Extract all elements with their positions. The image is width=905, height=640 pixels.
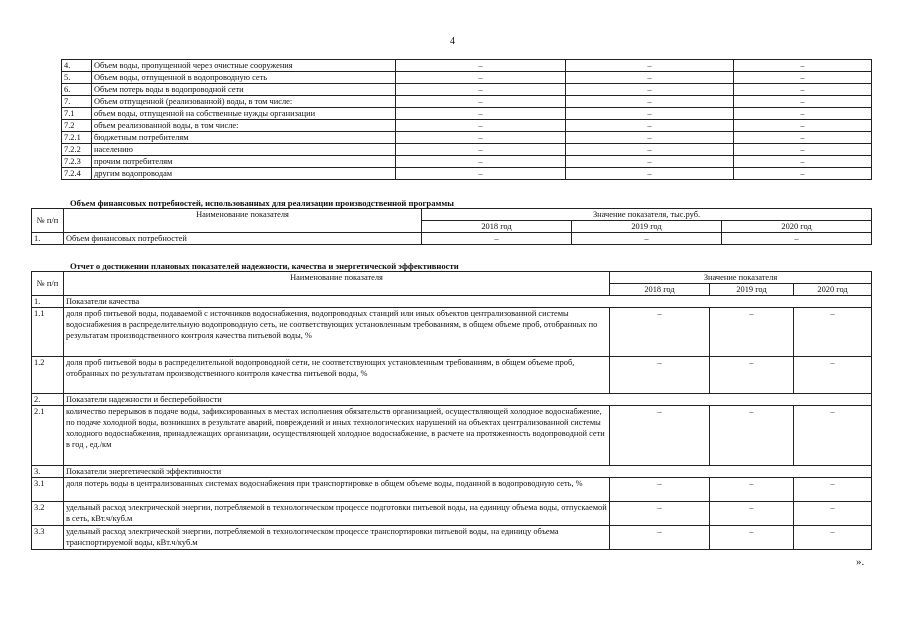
row-name: доля проб питьевой воды, подаваемой с источников водоснабжения, водопроводных станций или иных объектов централизованной системы водоснабжения в распределительную водопроводную сеть, не соответствующих установленным требованиям, в общем объеме проб, отобранных по результатам производственного контроля качества питьевой воды, % — [64, 308, 610, 357]
page-number: 4 — [450, 36, 455, 47]
value-2019: – — [710, 502, 794, 526]
value-2019: – — [566, 96, 734, 108]
value-2018: – — [396, 84, 566, 96]
value-2019: – — [566, 156, 734, 168]
value-2019: – — [566, 84, 734, 96]
table-row — [62, 132, 872, 144]
value-2019: – — [566, 72, 734, 84]
value-2020: – — [794, 308, 872, 357]
row-num: 1. — [32, 296, 64, 308]
value-2018: – — [610, 308, 710, 357]
value-2020: – — [734, 108, 872, 120]
indicators-year-2019: 2019 год — [710, 284, 794, 296]
water-volume-table — [61, 59, 872, 180]
row-num: 4. — [62, 60, 92, 72]
table-row — [32, 406, 872, 466]
financial-col-name: Наименование показателя — [64, 209, 422, 233]
value-2019: – — [566, 108, 734, 120]
row-num: 2.1 — [32, 406, 64, 466]
row-num: 3.3 — [32, 526, 64, 550]
row-name: удельный расход электрической энергии, потребляемой в технологическом процессе подготовки питьевой воды, на единицу объема воды, отпускаемой в сеть, кВт.ч/куб.м — [64, 502, 610, 526]
value-2020: – — [734, 84, 872, 96]
value-2018: – — [610, 502, 710, 526]
row-name: населению — [92, 144, 396, 156]
financial-col-num: № п/п — [32, 209, 64, 233]
row-num: 6. — [62, 84, 92, 96]
value-2018: – — [610, 478, 710, 502]
table-row — [32, 233, 872, 245]
table-row — [62, 96, 872, 108]
indicators-table — [31, 271, 872, 550]
value-2019: – — [566, 60, 734, 72]
row-num: 7.1 — [62, 108, 92, 120]
financial-year-2019: 2019 год — [572, 221, 722, 233]
row-num: 1.2 — [32, 357, 64, 394]
row-name: другим водопроводам — [92, 168, 396, 180]
section-name: Показатели энергетической эффективности — [64, 466, 872, 478]
closing-quote-mark: ». — [856, 556, 865, 568]
table-row — [32, 526, 872, 550]
row-name: Объем финансовых потребностей — [64, 233, 422, 245]
row-name: доля потерь воды в централизованных системах водоснабжения при транспортировке в общем объеме воды, поданной в водопроводную сеть, % — [64, 478, 610, 502]
section-row-reliability — [32, 394, 872, 406]
value-2018: – — [610, 357, 710, 394]
value-2020: – — [794, 502, 872, 526]
table-row — [62, 144, 872, 156]
row-name: количество перерывов в подаче воды, зафиксированных в местах исполнения обязательств организацией, осуществляющей холодное водоснабжение, по подаче холодной воды, возникших в результате аварий, повреждений и иных технологических нарушений на объектах централизованной системы холодного водоснабжения, принадлежащих организации, осуществляющей холодное водоснабжение, в расчете на протяженность водопроводной сети в год , ед./км — [64, 406, 610, 466]
indicators-col-name: Наименование показателя — [64, 272, 610, 296]
table-row — [62, 72, 872, 84]
value-2020: – — [734, 144, 872, 156]
row-num: 7.2.4 — [62, 168, 92, 180]
value-2018: – — [610, 526, 710, 550]
value-2018: – — [422, 233, 572, 245]
financial-col-value: Значение показателя, тыс.руб. — [422, 209, 872, 221]
row-num: 7. — [62, 96, 92, 108]
row-name: доля проб питьевой воды в распределительной водопроводной сети, не соответствующих установленным требованиям, в общем объеме проб, отобранных по результатам производственного контроля качества питьевой воды, % — [64, 357, 610, 394]
value-2019: – — [710, 478, 794, 502]
value-2020: – — [734, 132, 872, 144]
table-row — [32, 502, 872, 526]
value-2018: – — [396, 168, 566, 180]
row-num: 2. — [32, 394, 64, 406]
row-num: 3. — [32, 466, 64, 478]
table-row — [62, 120, 872, 132]
section-name: Показатели надежности и бесперебойности — [64, 394, 872, 406]
financial-year-2020: 2020 год — [722, 221, 872, 233]
value-2019: – — [566, 120, 734, 132]
value-2019: – — [710, 308, 794, 357]
indicators-col-num: № п/п — [32, 272, 64, 296]
value-2020: – — [794, 406, 872, 466]
row-name: Объем потерь воды в водопроводной сети — [92, 84, 396, 96]
value-2018: – — [396, 144, 566, 156]
value-2018: – — [396, 72, 566, 84]
value-2019: – — [566, 144, 734, 156]
value-2019: – — [710, 526, 794, 550]
value-2018: – — [396, 60, 566, 72]
table-row — [62, 156, 872, 168]
row-name: объем реализованной воды, в том числе: — [92, 120, 396, 132]
financial-needs-title: Объем финансовых потребностей, использованных для реализации производственной программы — [70, 198, 454, 208]
table-row — [62, 108, 872, 120]
value-2020: – — [734, 72, 872, 84]
row-num: 7.2.2 — [62, 144, 92, 156]
value-2018: – — [396, 108, 566, 120]
value-2018: – — [610, 406, 710, 466]
value-2020: – — [794, 357, 872, 394]
row-num: 7.2 — [62, 120, 92, 132]
value-2018: – — [396, 132, 566, 144]
row-name: объем воды, отпущенной на собственные нужды организации — [92, 108, 396, 120]
value-2019: – — [710, 357, 794, 394]
table-row — [62, 168, 872, 180]
table-row — [32, 357, 872, 394]
value-2018: – — [396, 156, 566, 168]
row-name: прочим потребителям — [92, 156, 396, 168]
value-2018: – — [396, 96, 566, 108]
value-2020: – — [734, 120, 872, 132]
row-num: 1.1 — [32, 308, 64, 357]
value-2019: – — [710, 406, 794, 466]
indicators-col-value: Значение показателя — [610, 272, 872, 284]
row-num: 7.2.3 — [62, 156, 92, 168]
row-name: Объем воды, отпущенной в водопроводную сеть — [92, 72, 396, 84]
value-2018: – — [396, 120, 566, 132]
table-row — [32, 478, 872, 502]
value-2020: – — [722, 233, 872, 245]
value-2020: – — [734, 96, 872, 108]
row-num: 7.2.1 — [62, 132, 92, 144]
section-name: Показатели качества — [64, 296, 872, 308]
row-name: бюджетным потребителям — [92, 132, 396, 144]
table-row — [62, 84, 872, 96]
financial-needs-table — [31, 208, 872, 245]
financial-year-2018: 2018 год — [422, 221, 572, 233]
value-2020: – — [794, 526, 872, 550]
row-name: удельный расход электрической энергии, потребляемой в технологическом процессе транспортировки питьевой воды, на единицу объема транспортируемой воды, кВт.ч/куб.м — [64, 526, 610, 550]
value-2020: – — [794, 478, 872, 502]
value-2019: – — [566, 168, 734, 180]
value-2020: – — [734, 168, 872, 180]
section-row-energy — [32, 466, 872, 478]
value-2019: – — [566, 132, 734, 144]
indicators-report-title: Отчет о достижении плановых показателей надежности, качества и энергетической эффективности — [70, 261, 459, 271]
row-name: Объем воды, пропущенной через очистные сооружения — [92, 60, 396, 72]
indicators-year-2020: 2020 год — [794, 284, 872, 296]
row-num: 5. — [62, 72, 92, 84]
table-row — [62, 60, 872, 72]
row-name: Объем отпущенной (реализованной) воды, в том числе: — [92, 96, 396, 108]
section-row-quality — [32, 296, 872, 308]
row-num: 3.1 — [32, 478, 64, 502]
row-num: 3.2 — [32, 502, 64, 526]
table-row — [32, 308, 872, 357]
row-num: 1. — [32, 233, 64, 245]
indicators-year-2018: 2018 год — [610, 284, 710, 296]
value-2019: – — [572, 233, 722, 245]
value-2020: – — [734, 60, 872, 72]
value-2020: – — [734, 156, 872, 168]
